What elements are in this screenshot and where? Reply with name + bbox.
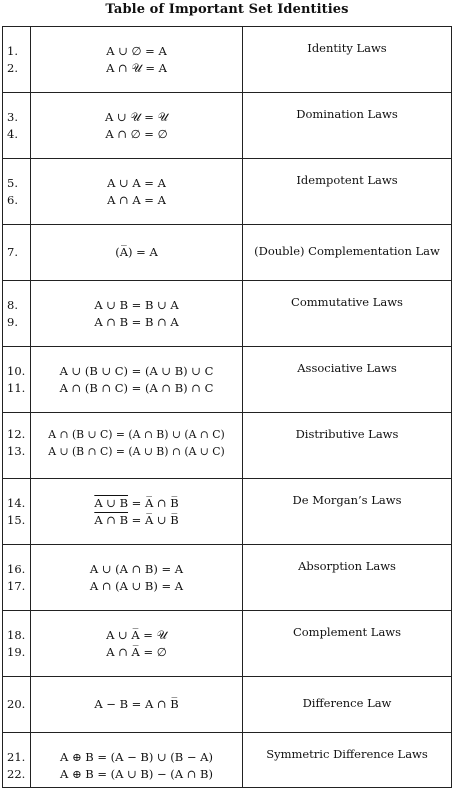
identity-number: 15. xyxy=(7,513,26,527)
law-name-cell xyxy=(243,93,452,159)
law-name-cell xyxy=(243,413,452,479)
law-name: Distributive Laws xyxy=(295,427,399,441)
identity-expressions xyxy=(31,677,243,733)
identity-number: 16. xyxy=(7,562,26,576)
identity-expression: A ∩ B = B ∩ A xyxy=(94,315,179,329)
identity-number: 4. xyxy=(7,127,18,141)
table-row xyxy=(3,479,452,545)
identity-number: 2. xyxy=(7,61,18,75)
identity-expression: A ∪ 𝒰 = 𝒰 xyxy=(105,110,168,124)
identity-expression: A ⊕ B = (A − B) ∪ (B − A) xyxy=(60,750,213,764)
set-identities-table xyxy=(2,26,452,788)
law-name: Absorption Laws xyxy=(298,559,396,573)
row-numbers xyxy=(3,93,31,159)
identity-number: 10. xyxy=(7,364,26,378)
identity-expression: A ⊕ B = (A ∪ B) − (A ∩ B) xyxy=(60,767,213,781)
law-name: Difference Law xyxy=(302,696,392,710)
row-numbers xyxy=(3,159,31,225)
law-name-cell xyxy=(243,479,452,545)
row-numbers xyxy=(3,611,31,677)
identity-number: 1. xyxy=(7,44,18,58)
law-name: Commutative Laws xyxy=(291,295,403,309)
identity-expressions xyxy=(31,159,243,225)
identity-number: 21. xyxy=(7,750,26,764)
law-name: Associative Laws xyxy=(297,361,397,375)
table-row xyxy=(3,347,452,413)
row-numbers xyxy=(3,27,31,93)
row-numbers xyxy=(3,677,31,733)
row-numbers xyxy=(3,545,31,611)
expression-rest: = A̅ ∪ B̅ xyxy=(128,513,179,527)
table-row xyxy=(3,413,452,479)
identity-expression: A ∩ (B ∪ C) = (A ∩ B) ∪ (A ∩ C) xyxy=(48,428,225,441)
row-numbers xyxy=(3,413,31,479)
identity-number: 9. xyxy=(7,315,18,329)
table-row xyxy=(3,733,452,788)
identity-number: 3. xyxy=(7,110,18,124)
table-row xyxy=(3,611,452,677)
identity-number: 5. xyxy=(7,176,18,190)
identity-number: 19. xyxy=(7,645,26,659)
identity-expression: A ∪ A = A xyxy=(107,176,166,190)
law-name-cell xyxy=(243,225,452,281)
identity-expression: A ∪ (B ∩ C) = (A ∪ B) ∩ (A ∪ C) xyxy=(48,445,225,458)
identity-expression: (A̅) = A xyxy=(115,245,158,259)
identity-expressions xyxy=(31,611,243,677)
law-name-cell xyxy=(243,677,452,733)
identity-expression: A ∪ (B ∪ C) = (A ∪ B) ∪ C xyxy=(59,364,214,378)
identity-number: 12. xyxy=(7,427,26,441)
law-name-cell xyxy=(243,27,452,93)
law-name: Identity Laws xyxy=(307,41,387,55)
row-numbers xyxy=(3,347,31,413)
identity-expressions xyxy=(31,347,243,413)
law-name: Idempotent Laws xyxy=(296,173,398,187)
identity-expression: A ∩ 𝒰 = A xyxy=(106,61,167,75)
law-name: De Morgan’s Laws xyxy=(292,493,402,507)
identity-expressions xyxy=(31,225,243,281)
identity-number: 22. xyxy=(7,767,26,781)
table-title: Table of Important Set Identities xyxy=(105,2,349,17)
row-numbers xyxy=(3,479,31,545)
identity-number: 7. xyxy=(7,245,18,259)
identity-number: 6. xyxy=(7,193,18,207)
identity-number: 13. xyxy=(7,444,26,458)
identity-expressions xyxy=(31,27,243,93)
table-row xyxy=(3,27,452,93)
law-name-cell xyxy=(243,545,452,611)
complement-overline: A ∩ B xyxy=(94,513,129,527)
row-numbers xyxy=(3,225,31,281)
identity-expressions xyxy=(31,413,243,479)
law-name-cell xyxy=(243,159,452,225)
law-name: Complement Laws xyxy=(292,625,402,639)
table-row xyxy=(3,545,452,611)
identity-number: 14. xyxy=(7,496,26,510)
law-name-cell xyxy=(243,281,452,347)
law-name-cell xyxy=(243,733,452,788)
identity-expression: A ∪ ∅ = A xyxy=(106,44,167,58)
identity-expression: A ∩ A = A xyxy=(107,193,166,207)
identity-expressions xyxy=(31,479,243,545)
row-numbers xyxy=(3,281,31,347)
identity-expression: A ∪ A̅ = 𝒰 xyxy=(106,628,167,642)
identity-expression xyxy=(31,512,242,529)
expression-rest: = A̅ ∩ B̅ xyxy=(128,496,179,510)
identity-expressions xyxy=(31,93,243,159)
identity-expression: A ∩ (A ∪ B) = A xyxy=(89,579,184,593)
identity-expressions xyxy=(31,545,243,611)
identity-expression: A ∪ (A ∩ B) = A xyxy=(89,562,184,576)
table-row xyxy=(3,281,452,347)
table-row xyxy=(3,677,452,733)
identity-expression: A ∪ B = B ∪ A xyxy=(94,298,179,312)
law-name-cell xyxy=(243,347,452,413)
law-name: Symmetric Difference Laws xyxy=(266,747,428,761)
identity-expression: A ∩ ∅ = ∅ xyxy=(105,127,168,141)
identity-expression: A ∩ (B ∩ C) = (A ∩ B) ∩ C xyxy=(59,381,214,395)
table-row xyxy=(3,159,452,225)
law-name: (Double) Complementation Law xyxy=(254,244,440,258)
identity-expressions xyxy=(31,733,243,788)
identity-number: 11. xyxy=(7,381,26,395)
law-name: Domination Laws xyxy=(296,107,398,121)
identity-expression xyxy=(31,495,242,512)
law-name-cell xyxy=(243,611,452,677)
identity-number: 18. xyxy=(7,628,26,642)
identity-number: 17. xyxy=(7,579,26,593)
table-row xyxy=(3,93,452,159)
identity-number: 20. xyxy=(7,697,26,711)
identity-expression: A ∩ A̅ = ∅ xyxy=(106,645,167,659)
table-row xyxy=(3,225,452,281)
identity-expressions xyxy=(31,281,243,347)
row-numbers xyxy=(3,733,31,788)
identity-number: 8. xyxy=(7,298,18,312)
complement-overline: A ∪ B xyxy=(94,496,129,510)
identity-expression: A − B = A ∩ B̅ xyxy=(94,697,179,711)
